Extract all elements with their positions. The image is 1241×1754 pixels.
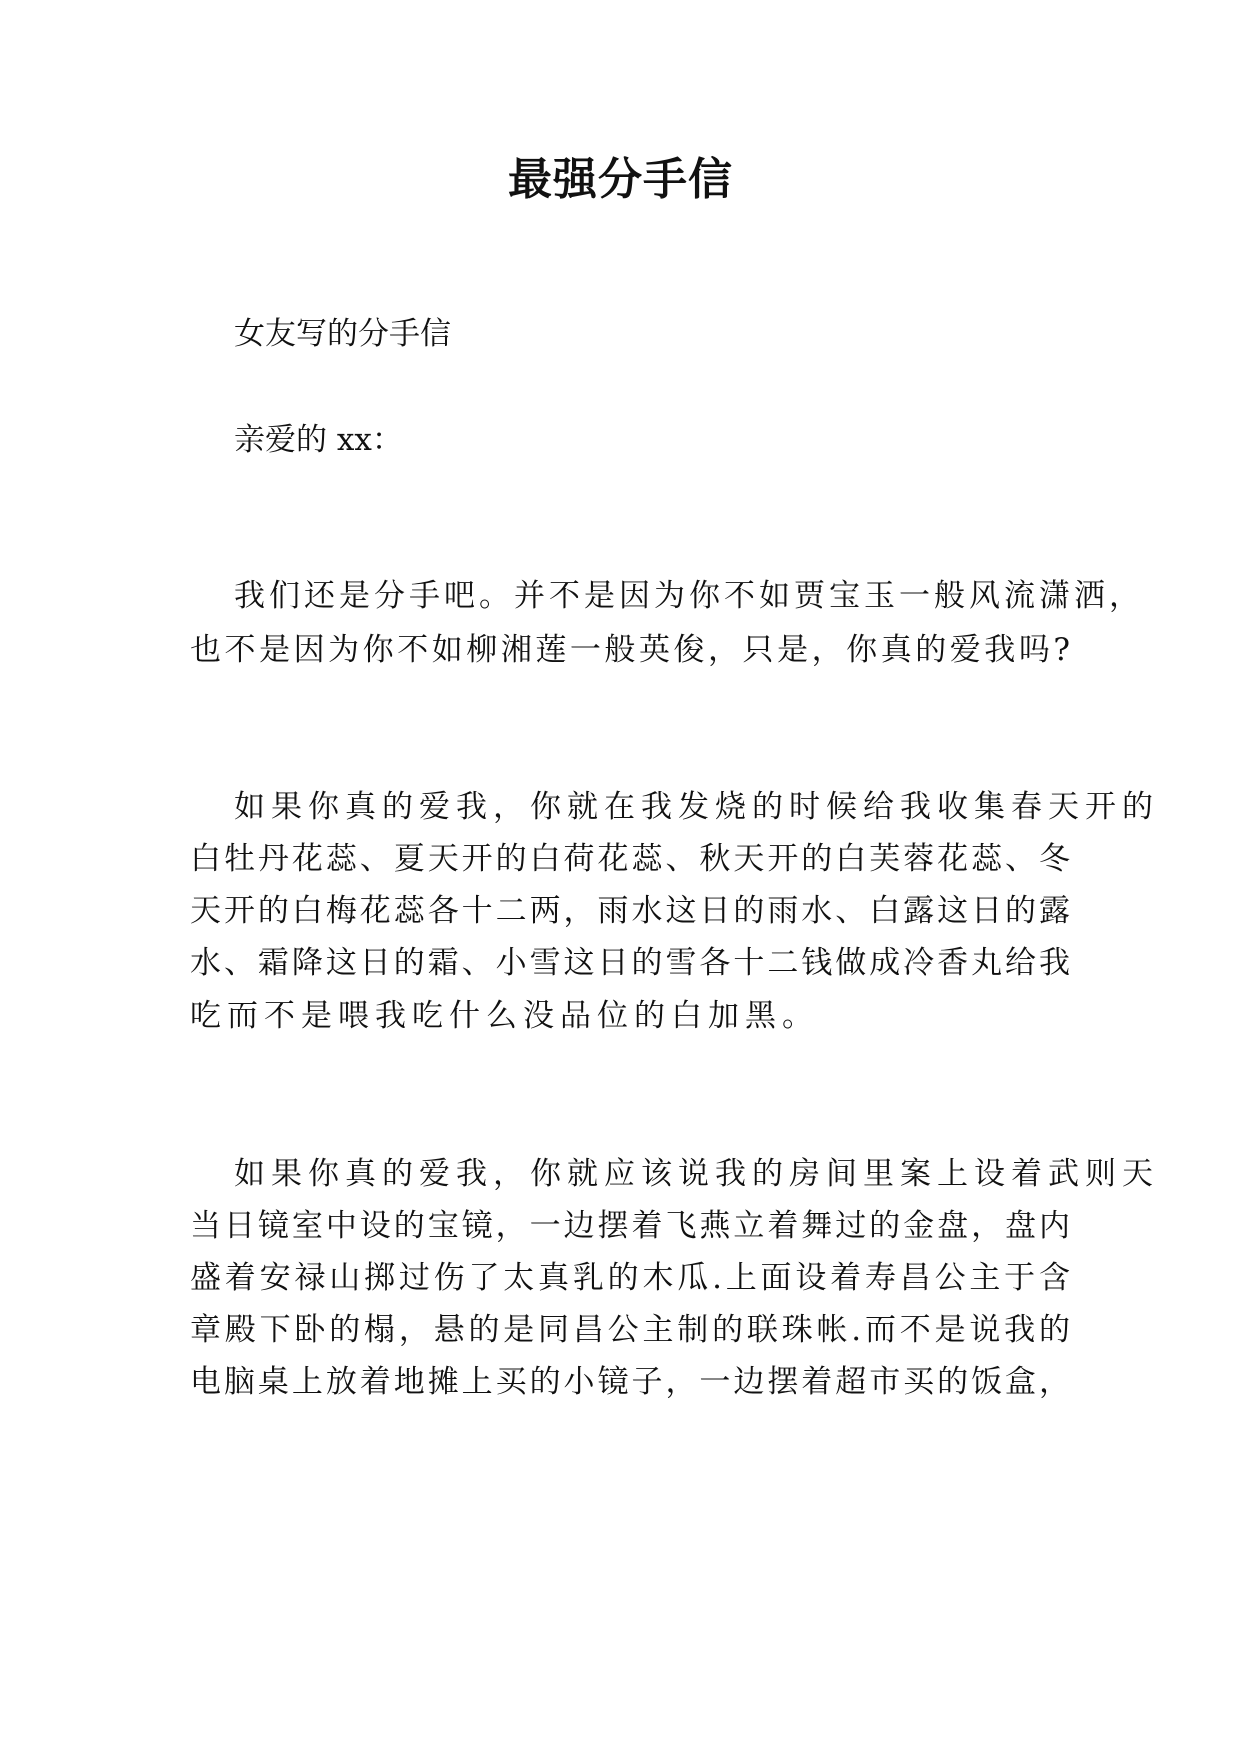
paragraph-3-line-5: 电脑桌上放着地摊上买的小镜子，一边摆着超市买的饭盒， — [190, 1364, 1070, 1400]
paragraph-3-line-1: 如果你真的爱我，你就应该说我的房间里案上设着武则天 — [234, 1156, 1159, 1192]
paragraph-2-line-2: 白牡丹花蕊、夏天开的白荷花蕊、秋天开的白芙蓉花蕊、冬 — [190, 841, 1070, 877]
paragraph-2-line-3: 天开的白梅花蕊各十二两，雨水这日的雨水、白露这日的露 — [190, 893, 1070, 929]
paragraph-2-line-1: 如果你真的爱我，你就在我发烧的时候给我收集春天开的 — [234, 789, 1159, 825]
paragraph-1-line-1: 我们还是分手吧。并不是因为你不如贾宝玉一般风流潇洒， — [234, 578, 1144, 614]
paragraph-3-line-2: 当日镜室中设的宝镜，一边摆着飞燕立着舞过的金盘，盘内 — [190, 1208, 1070, 1244]
document-title: 最强分手信 — [508, 154, 733, 205]
salutation: 亲爱的 xx： — [234, 422, 403, 458]
paragraph-2-line-5: 吃而不是喂我吃什么没品位的白加黑。 — [190, 998, 819, 1034]
paragraph-3-line-3: 盛着安禄山掷过伤了太真乳的木瓜.上面设着寿昌公主于含 — [190, 1260, 1070, 1296]
paragraph-2-line-4: 水、霜降这日的霜、小雪这日的雪各十二钱做成冷香丸给我 — [190, 945, 1070, 981]
paragraph-1-line-2: 也不是因为你不如柳湘莲一般英俊，只是，你真的爱我吗? — [190, 632, 1070, 668]
letter-heading: 女友写的分手信 — [234, 316, 451, 352]
paragraph-3-line-4: 章殿下卧的榻，悬的是同昌公主制的联珠帐.而不是说我的 — [190, 1312, 1070, 1348]
